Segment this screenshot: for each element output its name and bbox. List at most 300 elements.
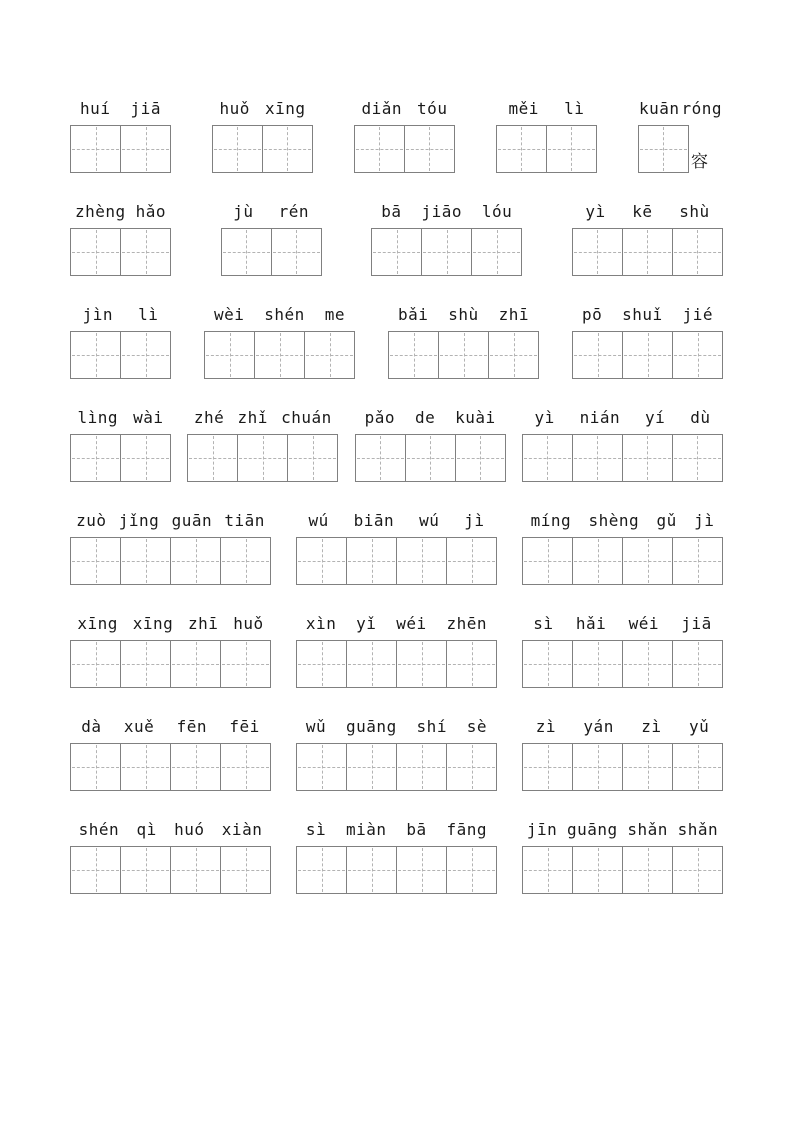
writing-cell bbox=[672, 640, 723, 688]
pinyin-syllable: nián bbox=[579, 408, 621, 427]
word-group bbox=[70, 508, 271, 585]
writing-grid bbox=[70, 331, 171, 379]
pinyin-syllable: shuǐ bbox=[622, 305, 663, 324]
writing-cell bbox=[220, 743, 271, 791]
pinyin-syllable: lì bbox=[138, 305, 159, 324]
writing-cell bbox=[388, 331, 439, 379]
grid-with-answer bbox=[522, 743, 723, 791]
pinyin-syllable: jīn bbox=[526, 820, 558, 839]
pinyin-syllable: wú bbox=[308, 511, 329, 530]
writing-cell bbox=[672, 743, 723, 791]
pinyin-syllable: lì bbox=[564, 99, 585, 118]
word-group bbox=[70, 714, 271, 791]
pinyin-syllable: pō bbox=[581, 305, 603, 324]
writing-cell bbox=[237, 434, 288, 482]
pinyin-syllable: zhī bbox=[188, 614, 219, 633]
pinyin-syllable: yǐ bbox=[356, 614, 377, 633]
pinyin-syllable: qì bbox=[136, 820, 157, 839]
pinyin-label bbox=[221, 199, 322, 221]
pinyin-syllable: de bbox=[414, 408, 436, 427]
writing-cell bbox=[120, 434, 171, 482]
word-group bbox=[204, 302, 355, 379]
writing-cell bbox=[120, 228, 171, 276]
pinyin-syllable: fāng bbox=[446, 820, 488, 839]
writing-grid bbox=[371, 228, 522, 276]
writing-grid bbox=[70, 537, 271, 585]
grid-with-answer bbox=[70, 743, 271, 791]
pinyin-syllable: míng bbox=[530, 511, 572, 530]
writing-cell bbox=[120, 125, 171, 173]
pinyin-syllable: huí bbox=[80, 99, 111, 118]
grid-with-answer bbox=[355, 434, 506, 482]
writing-grid bbox=[572, 228, 723, 276]
writing-cell bbox=[204, 331, 255, 379]
pinyin-syllable: chuán bbox=[281, 408, 332, 427]
writing-cell bbox=[622, 434, 673, 482]
writing-cell bbox=[296, 743, 347, 791]
writing-grid bbox=[355, 434, 506, 482]
pinyin-syllable: xiàn bbox=[221, 820, 263, 839]
pinyin-syllable: shí bbox=[416, 717, 447, 736]
writing-cell bbox=[70, 846, 121, 894]
pinyin-syllable: zhǐ bbox=[237, 408, 268, 427]
pinyin-syllable: měi bbox=[508, 99, 539, 118]
writing-cell bbox=[522, 743, 573, 791]
grid-with-answer bbox=[70, 846, 271, 894]
word-group bbox=[70, 199, 171, 276]
pinyin-label bbox=[638, 96, 723, 118]
word-group bbox=[355, 405, 506, 482]
grid-with-answer bbox=[70, 434, 171, 482]
pinyin-syllable: jǐng bbox=[118, 511, 160, 530]
writing-cell bbox=[120, 846, 171, 894]
pinyin-label bbox=[355, 405, 506, 427]
pinyin-syllable: wǔ bbox=[305, 717, 327, 736]
writing-cell bbox=[404, 125, 455, 173]
pinyin-label bbox=[572, 302, 723, 324]
pinyin-label bbox=[296, 611, 497, 633]
writing-grid bbox=[70, 434, 171, 482]
word-group bbox=[496, 96, 597, 173]
writing-cell bbox=[396, 846, 447, 894]
word-group bbox=[354, 96, 455, 173]
writing-cell bbox=[304, 331, 355, 379]
writing-grid bbox=[70, 640, 271, 688]
pinyin-syllable: zhé bbox=[193, 408, 225, 427]
grid-with-answer bbox=[572, 331, 723, 379]
pinyin-syllable: yì bbox=[534, 408, 555, 427]
writing-cell bbox=[446, 640, 497, 688]
writing-grid bbox=[70, 846, 271, 894]
writing-cell bbox=[622, 331, 673, 379]
pinyin-syllable: shén bbox=[78, 820, 120, 839]
pinyin-syllable: xuě bbox=[123, 717, 155, 736]
writing-grid bbox=[522, 537, 723, 585]
writing-cell bbox=[572, 846, 623, 894]
writing-cell bbox=[672, 434, 723, 482]
pinyin-syllable: tiān bbox=[224, 511, 265, 530]
writing-cell bbox=[220, 846, 271, 894]
pinyin-syllable: yì bbox=[585, 202, 606, 221]
pinyin-label bbox=[572, 199, 723, 221]
pinyin-syllable: jiā bbox=[681, 614, 712, 633]
grid-with-answer bbox=[296, 537, 497, 585]
writing-grid bbox=[522, 434, 723, 482]
writing-cell bbox=[496, 125, 547, 173]
pinyin-label bbox=[354, 96, 455, 118]
writing-cell bbox=[70, 434, 121, 482]
pinyin-syllable: huó bbox=[174, 820, 205, 839]
writing-cell bbox=[120, 537, 171, 585]
pinyin-syllable: jiā bbox=[130, 99, 161, 118]
grid-with-answer bbox=[70, 640, 271, 688]
writing-cell bbox=[70, 743, 121, 791]
pinyin-syllable: lìng bbox=[77, 408, 119, 427]
writing-cell bbox=[254, 331, 305, 379]
writing-cell bbox=[396, 640, 447, 688]
writing-cell bbox=[572, 640, 623, 688]
writing-grid bbox=[204, 331, 355, 379]
grid-with-answer bbox=[296, 846, 497, 894]
pinyin-syllable: bā bbox=[381, 202, 402, 221]
writing-grid bbox=[522, 640, 723, 688]
word-group bbox=[522, 405, 723, 482]
writing-cell bbox=[622, 743, 673, 791]
pinyin-syllable: shù bbox=[448, 305, 479, 324]
writing-cell bbox=[287, 434, 338, 482]
writing-cell bbox=[522, 537, 573, 585]
writing-grid bbox=[70, 743, 271, 791]
grid-with-answer bbox=[496, 125, 597, 173]
pinyin-syllable: huǒ bbox=[219, 99, 250, 118]
writing-cell bbox=[672, 228, 723, 276]
pinyin-syllable: dù bbox=[690, 408, 711, 427]
pinyin-syllable: bā bbox=[406, 820, 427, 839]
worksheet bbox=[70, 96, 723, 894]
writing-cell bbox=[446, 743, 497, 791]
pinyin-syllable: wài bbox=[133, 408, 164, 427]
word-group bbox=[522, 508, 723, 585]
grid-with-answer bbox=[354, 125, 455, 173]
pinyin-label bbox=[212, 96, 313, 118]
grid-with-answer bbox=[212, 125, 313, 173]
writing-cell bbox=[170, 846, 221, 894]
pinyin-label bbox=[70, 508, 271, 530]
pinyin-label bbox=[70, 611, 271, 633]
word-group bbox=[522, 611, 723, 688]
word-group bbox=[70, 302, 171, 379]
pinyin-syllable: jì bbox=[464, 511, 485, 530]
worksheet-row bbox=[70, 96, 723, 173]
word-group bbox=[371, 199, 522, 276]
pinyin-syllable: biān bbox=[353, 511, 395, 530]
writing-cell bbox=[622, 537, 673, 585]
word-group bbox=[70, 405, 171, 482]
pinyin-syllable: kuài bbox=[455, 408, 496, 427]
word-group bbox=[638, 96, 723, 173]
grid-with-answer bbox=[70, 228, 171, 276]
pinyin-syllable: shén bbox=[264, 305, 305, 324]
pinyin-label bbox=[296, 714, 497, 736]
pinyin-syllable: sè bbox=[466, 717, 488, 736]
pinyin-syllable: xīng bbox=[132, 614, 174, 633]
pinyin-syllable: bǎi bbox=[397, 305, 429, 324]
pinyin-syllable: xìn bbox=[305, 614, 337, 633]
grid-with-answer bbox=[70, 125, 171, 173]
pinyin-syllable: kuān bbox=[638, 99, 680, 118]
pinyin-syllable: jié bbox=[682, 305, 713, 324]
writing-cell bbox=[346, 743, 397, 791]
writing-cell bbox=[421, 228, 472, 276]
grid-with-answer bbox=[522, 846, 723, 894]
writing-grid bbox=[212, 125, 313, 173]
grid-with-answer bbox=[388, 331, 539, 379]
pinyin-label bbox=[70, 199, 171, 221]
worksheet-row bbox=[70, 817, 723, 894]
writing-cell bbox=[170, 640, 221, 688]
pinyin-label bbox=[70, 302, 171, 324]
writing-cell bbox=[371, 228, 422, 276]
writing-grid bbox=[296, 743, 497, 791]
grid-with-answer bbox=[638, 125, 723, 173]
writing-grid bbox=[572, 331, 723, 379]
writing-cell bbox=[271, 228, 322, 276]
writing-cell bbox=[355, 434, 406, 482]
writing-cell bbox=[212, 125, 263, 173]
pinyin-syllable: shǎn bbox=[677, 820, 719, 839]
pinyin-label bbox=[522, 611, 723, 633]
word-group bbox=[522, 817, 723, 894]
writing-grid bbox=[221, 228, 322, 276]
writing-cell bbox=[672, 846, 723, 894]
pinyin-label bbox=[296, 508, 497, 530]
writing-cell bbox=[170, 743, 221, 791]
pinyin-syllable: me bbox=[324, 305, 345, 324]
pinyin-syllable: xīng bbox=[264, 99, 306, 118]
pinyin-label bbox=[204, 302, 355, 324]
writing-cell bbox=[446, 537, 497, 585]
word-group bbox=[70, 611, 271, 688]
word-group bbox=[572, 302, 723, 379]
writing-cell bbox=[622, 640, 673, 688]
pinyin-syllable: diǎn bbox=[361, 99, 403, 118]
pinyin-label bbox=[70, 714, 271, 736]
pinyin-syllable: shèng bbox=[588, 511, 640, 530]
pinyin-syllable: jiāo bbox=[421, 202, 462, 221]
writing-cell bbox=[622, 228, 673, 276]
writing-cell bbox=[446, 846, 497, 894]
word-group bbox=[212, 96, 313, 173]
writing-grid bbox=[496, 125, 597, 173]
writing-cell bbox=[622, 846, 673, 894]
worksheet-row bbox=[70, 405, 723, 482]
grid-with-answer bbox=[522, 537, 723, 585]
pinyin-syllable: zhēn bbox=[446, 614, 488, 633]
grid-with-answer bbox=[204, 331, 355, 379]
pinyin-syllable: róng bbox=[681, 99, 722, 118]
pinyin-syllable: gǔ bbox=[656, 511, 677, 530]
worksheet-row bbox=[70, 508, 723, 585]
grid-with-answer bbox=[296, 640, 497, 688]
writing-cell bbox=[296, 846, 347, 894]
writing-grid bbox=[70, 228, 171, 276]
word-group bbox=[572, 199, 723, 276]
writing-cell bbox=[638, 125, 689, 173]
writing-cell bbox=[120, 331, 171, 379]
word-group bbox=[70, 96, 171, 173]
pinyin-syllable: fēn bbox=[176, 717, 208, 736]
worksheet-row bbox=[70, 199, 723, 276]
writing-cell bbox=[522, 846, 573, 894]
pinyin-label bbox=[70, 96, 171, 118]
writing-cell bbox=[120, 743, 171, 791]
pinyin-syllable: sì bbox=[533, 614, 554, 633]
pinyin-syllable: zì bbox=[641, 717, 662, 736]
writing-grid bbox=[388, 331, 539, 379]
word-group bbox=[221, 199, 322, 276]
grid-with-answer bbox=[371, 228, 522, 276]
answer-character: 容 bbox=[690, 152, 708, 172]
pinyin-syllable: zuò bbox=[76, 511, 107, 530]
pinyin-syllable: guāng bbox=[566, 820, 618, 839]
grid-with-answer bbox=[70, 537, 271, 585]
worksheet-row bbox=[70, 611, 723, 688]
pinyin-syllable: zì bbox=[535, 717, 556, 736]
pinyin-syllable: hǎi bbox=[575, 614, 607, 633]
pinyin-syllable: yán bbox=[583, 717, 614, 736]
writing-cell bbox=[396, 537, 447, 585]
pinyin-label bbox=[70, 405, 171, 427]
pinyin-label bbox=[522, 817, 723, 839]
pinyin-syllable: xīng bbox=[77, 614, 118, 633]
writing-cell bbox=[672, 537, 723, 585]
writing-cell bbox=[438, 331, 489, 379]
writing-cell bbox=[572, 228, 623, 276]
writing-cell bbox=[70, 537, 121, 585]
writing-cell bbox=[522, 640, 573, 688]
writing-cell bbox=[262, 125, 313, 173]
pinyin-label bbox=[187, 405, 338, 427]
word-group bbox=[70, 817, 271, 894]
writing-cell bbox=[296, 640, 347, 688]
writing-cell bbox=[70, 331, 121, 379]
writing-cell bbox=[572, 331, 623, 379]
pinyin-label bbox=[522, 405, 723, 427]
writing-grid bbox=[296, 846, 497, 894]
grid-with-answer bbox=[572, 228, 723, 276]
pinyin-label bbox=[296, 817, 497, 839]
pinyin-syllable: tóu bbox=[417, 99, 448, 118]
pinyin-label bbox=[522, 508, 723, 530]
pinyin-label bbox=[371, 199, 522, 221]
writing-cell bbox=[221, 228, 272, 276]
writing-cell bbox=[572, 434, 623, 482]
worksheet-row bbox=[70, 302, 723, 379]
pinyin-syllable: yí bbox=[645, 408, 666, 427]
pinyin-syllable: jù bbox=[233, 202, 254, 221]
pinyin-syllable: jìn bbox=[82, 305, 113, 324]
writing-cell bbox=[396, 743, 447, 791]
writing-grid bbox=[187, 434, 338, 482]
writing-cell bbox=[405, 434, 456, 482]
grid-with-answer bbox=[187, 434, 338, 482]
word-group bbox=[296, 611, 497, 688]
word-group bbox=[187, 405, 338, 482]
pinyin-label bbox=[70, 817, 271, 839]
pinyin-syllable: sì bbox=[305, 820, 327, 839]
writing-cell bbox=[522, 434, 573, 482]
pinyin-syllable: jì bbox=[694, 511, 715, 530]
writing-grid bbox=[522, 743, 723, 791]
word-group bbox=[388, 302, 539, 379]
pinyin-syllable: miàn bbox=[346, 820, 387, 839]
writing-cell bbox=[471, 228, 522, 276]
writing-cell bbox=[455, 434, 506, 482]
pinyin-syllable: wéi bbox=[628, 614, 660, 633]
pinyin-syllable: yǔ bbox=[688, 717, 710, 736]
grid-with-answer bbox=[221, 228, 322, 276]
pinyin-syllable: kē bbox=[632, 202, 653, 221]
pinyin-syllable: lóu bbox=[481, 202, 513, 221]
pinyin-syllable: wú bbox=[419, 511, 440, 530]
pinyin-label bbox=[522, 714, 723, 736]
grid-with-answer bbox=[296, 743, 497, 791]
writing-grid bbox=[522, 846, 723, 894]
pinyin-syllable: wèi bbox=[213, 305, 245, 324]
word-group bbox=[296, 714, 497, 791]
pinyin-label bbox=[496, 96, 597, 118]
word-group bbox=[296, 508, 497, 585]
writing-cell bbox=[572, 743, 623, 791]
writing-cell bbox=[70, 640, 121, 688]
pinyin-syllable: zhèng bbox=[74, 202, 126, 221]
writing-grid bbox=[638, 125, 689, 173]
writing-cell bbox=[346, 640, 397, 688]
writing-cell bbox=[672, 331, 723, 379]
word-group bbox=[522, 714, 723, 791]
writing-cell bbox=[70, 228, 121, 276]
writing-cell bbox=[354, 125, 405, 173]
grid-with-answer bbox=[522, 640, 723, 688]
pinyin-syllable: dà bbox=[81, 717, 102, 736]
writing-cell bbox=[296, 537, 347, 585]
writing-grid bbox=[354, 125, 455, 173]
pinyin-syllable: guāng bbox=[346, 717, 397, 736]
pinyin-syllable: guān bbox=[171, 511, 213, 530]
writing-cell bbox=[70, 125, 121, 173]
writing-cell bbox=[488, 331, 539, 379]
grid-with-answer bbox=[70, 331, 171, 379]
writing-cell bbox=[546, 125, 597, 173]
pinyin-syllable: shù bbox=[679, 202, 710, 221]
pinyin-label bbox=[388, 302, 539, 324]
pinyin-syllable: rén bbox=[278, 202, 310, 221]
writing-grid bbox=[296, 640, 497, 688]
grid-with-answer bbox=[522, 434, 723, 482]
pinyin-syllable: zhī bbox=[498, 305, 530, 324]
writing-cell bbox=[120, 640, 171, 688]
pinyin-syllable: fēi bbox=[229, 717, 260, 736]
pinyin-syllable: wéi bbox=[396, 614, 427, 633]
pinyin-syllable: huǒ bbox=[233, 614, 264, 633]
word-group bbox=[296, 817, 497, 894]
writing-cell bbox=[220, 640, 271, 688]
pinyin-syllable: hǎo bbox=[135, 202, 166, 221]
writing-cell bbox=[346, 846, 397, 894]
writing-cell bbox=[220, 537, 271, 585]
pinyin-syllable: pǎo bbox=[364, 408, 396, 427]
writing-cell bbox=[572, 537, 623, 585]
